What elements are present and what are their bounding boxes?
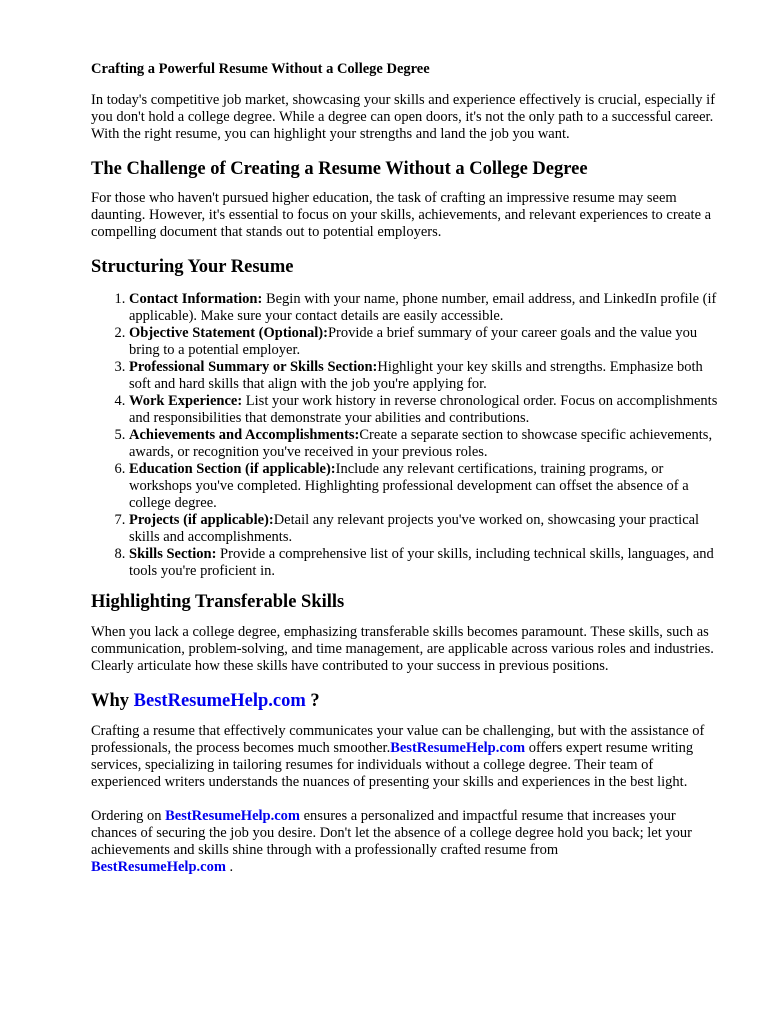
why-p2-before: Ordering on (91, 808, 166, 824)
list-item-term: Objective Statement (Optional): (129, 325, 328, 341)
why-p2-after: . (225, 859, 234, 875)
why-p1-before: Crafting a resume that effectively communicates your value can be challenging, but with the assistance of professionals, the process becomes much smoother. (91, 723, 705, 756)
transferable-skills-paragraph: When you lack a college degree, emphasizing transferable skills becomes paramount. These skills, such as communication, problem-solving, and time management, are applicable across various roles and industries. Clearly articulate how these skills have contributed to your success in previous positions. (91, 624, 714, 674)
list-item-text: Detail any relevant projects you've worked on, showcasing your practical skills and accomplishments. (129, 512, 700, 545)
list-item (129, 325, 721, 359)
list-item-text: Begin with your name, phone number, email address, and LinkedIn profile (if applicable). Make sure your contact details are easily accessible. (129, 291, 717, 324)
why-p1-after: offers expert resume writing services, specializing in tailoring resumes for individuals without a college degree. Their team of experienced writers understands the nuances of presenting your skills and experiences in the best light. (91, 740, 694, 790)
intro-paragraph: In today's competitive job market, showcasing your skills and experience effectively is crucial, especially if you don't hold a college degree. While a degree can open doors, it's not the only path to a successful career. With the right resume, you can highlight your strengths and land the job you want. (91, 92, 716, 142)
document-title: Crafting a Powerful Resume Without a College Degree (91, 61, 430, 77)
list-item-text: List your work history in reverse chronological order. Focus on accomplishments and responsibilities that demonstrate your abilities and contributions. (129, 393, 718, 426)
bestresumehelp-link[interactable]: BestResumeHelp.com (91, 859, 226, 875)
list-item-term: Achievements and Accomplishments: (129, 427, 360, 443)
list-item-text: Highlight your key skills and strengths. Emphasize both soft and hard skills that align with the job you're applying for. (129, 359, 703, 392)
list-item (129, 291, 721, 325)
bestresumehelp-link[interactable]: BestResumeHelp.com (390, 740, 526, 756)
list-item-text: Create a separate section to showcase specific achievements, awards, or recognition you've received in your previous roles. (129, 427, 713, 460)
list-item (129, 546, 721, 580)
list-item (129, 512, 721, 546)
list-item (129, 427, 721, 461)
list-item-text: Include any relevant certifications, training programs, or workshops you've completed. Highlighting professional development can offset the absence of a college degree. (129, 461, 689, 511)
why-heading-prefix: Why (91, 691, 134, 711)
list-item-term: Contact Information: (129, 291, 263, 307)
why-p2-middle: ensures a personalized and impactful resume that increases your chances of securing the job you desire. Don't let the absence of a college degree hold you back; let your achievements and skills shine through with a professionally crafted resume from (91, 808, 692, 858)
challenge-heading: The Challenge of Creating a Resume Without a College Degree (91, 159, 588, 179)
document-page (91, 60, 721, 876)
list-item (129, 461, 721, 512)
bestresumehelp-link[interactable]: BestResumeHelp.com (165, 808, 300, 824)
structure-heading: Structuring Your Resume (91, 257, 294, 277)
list-item-term: Education Section (if applicable): (129, 461, 336, 477)
why-heading-suffix: ? (305, 691, 320, 711)
bestresumehelp-heading-link[interactable]: BestResumeHelp.com (133, 691, 306, 711)
why-heading (91, 690, 721, 712)
transferable-skills-heading: Highlighting Transferable Skills (91, 592, 345, 612)
list-item-term: Work Experience: (129, 393, 243, 409)
list-item-term: Skills Section: (129, 546, 217, 562)
list-item-term: Professional Summary or Skills Section: (129, 359, 378, 375)
why-paragraph-1 (91, 723, 721, 791)
list-item-term: Projects (if applicable): (129, 512, 274, 528)
resume-structure-list (91, 291, 721, 580)
list-item-text: Provide a brief summary of your career goals and the value you bring to a potential employer. (129, 325, 698, 358)
list-item-text: Provide a comprehensive list of your skills, including technical skills, languages, and tools you're proficient in. (129, 546, 714, 579)
list-item (129, 359, 721, 393)
challenge-paragraph: For those who haven't pursued higher education, the task of crafting an impressive resume may seem daunting. However, it's essential to focus on your skills, achievements, and relevant experiences to create a compelling document that stands out to potential employers. (91, 190, 712, 240)
list-item (129, 393, 721, 427)
why-paragraph-2 (91, 808, 721, 876)
